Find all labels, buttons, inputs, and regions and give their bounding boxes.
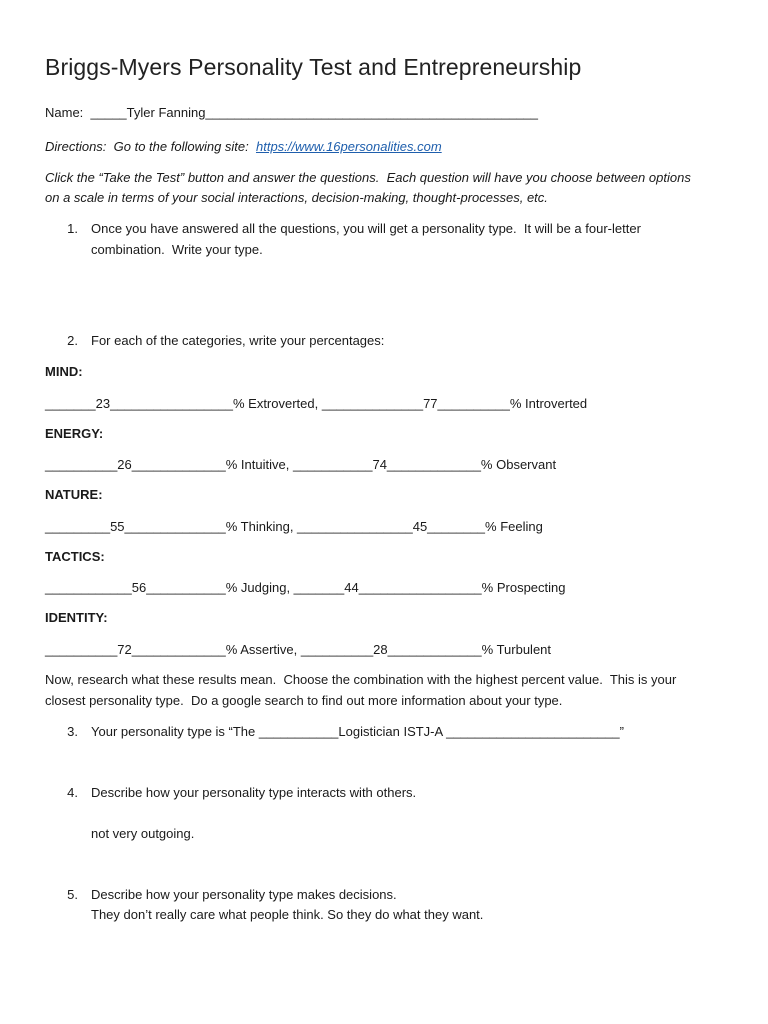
q1-text-line-2: combination. Write your type. [91,242,263,257]
category-heading-nature: NATURE: [45,487,103,502]
category-heading-energy: ENERGY: [45,426,104,441]
q5-number: 5. [67,887,78,902]
category-line-identity: __________72_____________% Assertive, __________28_____________% Turbulent [45,642,552,657]
category-heading-mind: MIND: [45,364,83,379]
category-heading-identity: IDENTITY: [45,610,108,625]
q4-answer: not very outgoing. [91,826,195,841]
q3-number: 3. [67,724,78,739]
q1-number: 1. [67,221,78,236]
directions-label: Directions: Go to the following site: [45,139,256,154]
q4-number: 4. [67,785,78,800]
q5-text: Describe how your personality type makes decisions. [91,887,397,902]
category-line-mind: _______23_________________% Extroverted, ______________77__________% Introverted [45,396,588,411]
q4-text: Describe how your personality type interacts with others. [91,785,417,800]
category-heading-tactics: TACTICS: [45,549,105,564]
q1-text-line-1: Once you have answered all the questions, you will get a personality type. It will be a four-letter [91,221,641,236]
q5-answer: They don’t really care what people think. So they do what they want. [91,907,484,922]
intro-line-2: on a scale in terms of your social interactions, decision-making, thought-processes, etc. [45,190,548,205]
q2-text: For each of the categories, write your percentages: [91,333,385,348]
site-link[interactable]: https://www.16personalities.com [255,139,442,154]
directions-line [45,139,442,154]
category-line-energy: __________26_____________% Intuitive, ___________74_____________% Observant [45,457,557,472]
q3-text: Your personality type is “The ___________Logistician ISTJ-A ________________________” [91,724,624,739]
q2-number: 2. [67,333,78,348]
page-title: Briggs-Myers Personality Test and Entrepreneurship [45,54,582,80]
intro-line-1: Click the “Take the Test” button and answer the questions. Each question will have you choose between options [45,170,691,185]
category-line-nature: _________55______________% Thinking, ________________45________% Feeling [45,519,543,534]
research-line-2: closest personality type. Do a google search to find out more information about your type. [45,693,563,708]
category-line-tactics: ____________56___________% Judging, _______44_________________% Prospecting [45,580,566,595]
research-line-1: Now, research what these results mean. Choose the combination with the highest percent value. This is your [45,672,677,687]
name-line: Name: _____Tyler Fanning______________________________________________ [45,105,539,120]
